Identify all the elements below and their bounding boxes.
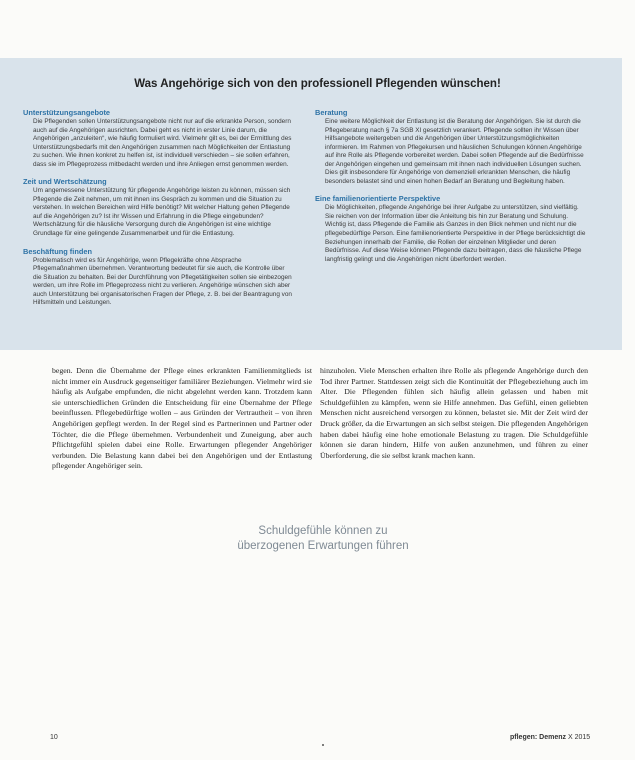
pull-quote: Schuldgefühle können zu überzogenen Erwartungen führen [228,520,418,558]
info-box-title: Was Angehörige sich von den professionell Pflegenden wünschen! [134,78,501,90]
section-text: Die Pflegenden sollen Unterstützungsangebote nicht nur auf die erkrankte Person, sondern auch auf die Angehörigen ausrichten. Dabei geht es nicht in erster Linie darum, die Angehörigen „anzuleiten“, wie häufig formuliert wird. Vielmehr gilt es, bei der Ermittlung des Unterstützungsbedarfs mit den Angehörigen zusammen nach Möglichkeiten der Entlastung zu suchen. Wie ihnen konkret zu helfen ist, ist individuell verschieden – sie sollen erfahren, dass sie im Pflegeprozess mitbedacht werden und ihre Anliegen ernst genommen werden. [33,118,292,168]
section-text: Die Möglichkeiten, pflegende Angehörige bei ihrer Aufgabe zu unterstützen, sind vielfältig. Sie reichen von der Information über die Anleitung bis hin zur Beratung und Schulung. Wichtig ist, dass Pflegende die Familie als Ganzes in den Blick nehmen und nicht nur die pflegebedürftige Person. Eine familienorientierte Perspektive in der Pflege berücksichtigt die Beziehungen innerhalb der Familie, die Rollen der einzelnen Mitglieder und deren Bedürfnisse. Auf diese Weise können Pflegende dazu beitragen, dass die häusliche Pflege langfristig gelingt und die Angehörigen nicht überfordert werden. [325,204,586,263]
journal-name: pflegen: Demenz [510,734,567,741]
body-column-left: begen. Denn die Übernahme der Pflege eines erkrankten Familienmitglieds ist nicht immer ein Ausdruck gegenseitiger familiärer Beziehungen. Vielmehr wird sie häufig als Aufgabe empfunden, die nicht abgelehnt werden kann. Trotzdem kann sie unterschiedlichen Gründen die Entscheidung für eine Übernahme der Pflege beeinflussen. Pflegebedürftige wollen – aus Gründen der Vertrautheit – von ihren Angehörigen gepflegt werden. In der Regel sind es Partnerinnen und Partner oder Töchter, die die Pflege übernehmen. Verbundenheit und Zuneigung, aber auch Pflichtgefühl spielen dabei eine Rolle. Erwartungen pflegender Angehöriger verbunden. Die Belastung kann dabei bei den Angehörigen und der Entlastung pflegender Angehöriger sein. [52,366,312,471]
journal-issue: X 2015 [567,734,591,741]
info-box-left-column [23,108,293,316]
center-dot-mark [322,744,324,746]
section-support-offers [23,108,293,169]
section-time-appreciation [23,177,293,238]
section-text: Problematisch wird es für Angehörige, wenn Pflegekräfte ohne Absprache Pflegemaßnahmen übernehmen. Verantwortung bedeutet für sie auch, die Kontrolle über die Situation zu behalten. Bei der Durchführung von Pflegetätigkeiten sollen sie einbezogen werden, um ihre Rolle im Pflegeprozess nicht zu verlieren. Angehörige wünschen sich aber auch Unterstützung bei organisatorischen Fragen der Pflege, z. B. bei der Beantragung von Hilfsmitteln und Leistungen. [33,256,292,307]
section-find-employment [23,247,293,308]
section-heading: Zeit und Wertschätzung [23,177,107,187]
section-heading: Beschäftung finden [23,246,92,256]
section-heading: Beratung [315,108,348,117]
section-text: Um angemessene Unterstützung für pflegende Angehörige leisten zu können, müssen sich Pflegende die Zeit nehmen, um mit ihnen ins Gespräch zu kommen und die Situation zu verstehen. In welchen Bereichen wird Hilfe benötigt? Mit welcher Haltung gehen Pflegende auf die Angehörigen zu? Ist ihr Wissen und Erfahrung in die Pflege eingebunden? Wertschätzung für die häusliche Versorgung durch die Angehörigen ist eine wichtige Grundlage für eine gelingende Zusammenarbeit und für die Entlastung. [33,187,291,238]
page-number: 10 [50,734,58,741]
section-text: Eine weitere Möglichkeit der Entlastung ist die Beratung der Angehörigen. Sie ist durch die Pflegeberatung nach § 7a SGB XI gesetzlich verankert. Pflegende sollten ihr Wissen über Hilfsangebote weitergeben und die Angehörigen über Unterstützungsmöglichkeiten informieren. Im Rahmen von Pflegekursen und häuslichen Schulungen können Angehörige auf ihre Rolle als Pflegende vorbereitet werden. Dabei sollen Pflegende auf die Bedürfnisse der Angehörigen eingehen und gemeinsam mit ihnen nach individuellen Lösungen suchen. Dies gilt insbesondere für Angehörige von demenziell erkrankten Menschen, die häufig besonders belastet sind und einen hohen Bedarf an Beratung und Begleitung haben. [325,118,584,185]
section-heading: Eine familienorientierte Perspektive [315,194,441,204]
section-family-perspective [315,194,587,264]
section-counseling [315,108,587,186]
section-heading: Unterstützungsangebote [23,108,111,117]
info-box-right-column [315,108,587,272]
body-column-right: hinzuholen. Viele Menschen erhalten ihre Rolle als pflegende Angehörige durch den Tod ihrer Partner. Stattdessen zeigt sich die Kontinuität der Pflegebeziehung auch im Alter. Die Pflegenden fühlen sich häufig allein gelassen und haben mit Schuldgefühlen zu kämpfen, wenn sie Hilfe annehmen. Das Gefühl, einen geliebten Menschen nicht ausreichend versorgen zu können, belastet sie. Mit der Zeit wird der Druck größer, da die Erwartungen an sich selbst steigen. Die pflegenden Angehörigen haben dabei häufig eine hohe emotionale Belastung zu tragen. Die Schuldgefühle können sie daran hindern, Hilfe von außen anzunehmen, und führen zu einer Überforderung, die sie selbst krank machen kann. [320,366,588,460]
journal-footer [510,734,590,741]
